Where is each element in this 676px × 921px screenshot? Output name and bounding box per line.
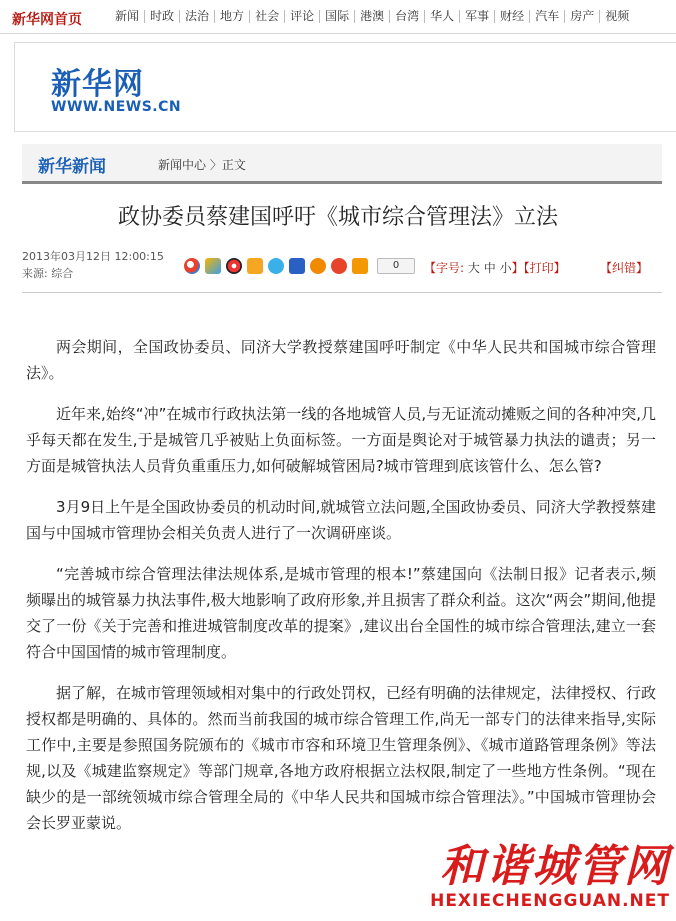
nav-link-taiwan[interactable]: 台湾 [389,10,424,23]
divider [22,292,662,293]
font-size-label: 【字号: [424,261,465,275]
article-tools [424,259,649,276]
report-error-button[interactable]: 【纠错】 [600,261,649,275]
nav-link-auto[interactable]: 汽车 [529,10,564,23]
section-brand[interactable]: 新华新闻 [38,157,106,177]
nav-link-realestate[interactable]: 房产 [564,10,599,23]
paragraph: 3月9日上午是全国政协委员的机动时间,就城管立法问题,全国政协委员、同济大学教授蔡建国与中国城市管理协会相关负责人进行了一次调研座谈。 [26,498,656,542]
site-header [14,42,676,132]
xinhua-home-link[interactable]: 新华网首页 [12,12,82,28]
paragraph: “完善城市综合管理法律法规体系,是城市管理的根本!”蔡建国向《法制日报》记者表示,频频曝出的城管暴力执法事件,极大地影响了政府形象,并且损害了群众利益。这次“两会”期间,他提交了一份《关于完善和推进城管制度改革的提案》,建议出台全国性的城市综合管理法,建立一套符合中国国情的城市管理制度。 [26,565,656,661]
tencent-weibo-icon[interactable] [226,258,242,274]
site-watermark [430,843,670,911]
douban-icon[interactable] [310,258,326,274]
article-title: 政协委员蔡建国呼吁《城市综合管理法》立法 [117,205,558,230]
paragraph: 两会期间，全国政协委员、同济大学教授蔡建国呼吁制定《中华人民共和国城市综合管理法》。 [26,338,656,382]
breadcrumb[interactable]: 新闻中心 〉正文 [158,158,246,172]
nav-link-politics[interactable]: 时政 [144,10,179,23]
baidu-icon[interactable] [289,258,305,274]
publish-datetime: 2013年03月12日 12:00:15 [22,250,164,263]
share-count: 0 [377,258,415,274]
nav-link-international[interactable]: 国际 [319,10,354,23]
watermark-logo: 和谐城管网 [440,841,670,892]
nav-link-military[interactable]: 军事 [459,10,494,23]
nav-link-news[interactable]: 新闻 [115,9,140,23]
article-body [26,334,656,851]
print-button[interactable]: 】【打印】 [511,261,566,275]
nav-link-overseas-chinese[interactable]: 华人 [424,10,459,23]
article-meta [22,248,164,282]
section-header [22,144,662,184]
qzone-icon[interactable] [205,258,221,274]
paragraph: 据了解，在城市管理领域相对集中的行政处罚权，已经有明确的法律规定，法律授权、行政授权都是明确的、具体的。然而当前我国的城市综合管理工作,尚无一部专门的法律来指导,实际工作中,主要是参照国务院颁布的《城市市容和环境卫生管理条例》、《城市道路管理条例》等法规,以及《城建监察规定》等部门规章,各地方政府根据立法权限,制定了一些地方性条例。“现在缺少的是一部统领城市综合管理全局的《中华人民共和国城市综合管理法》。”中国城市管理协会会长罗亚蒙说。 [26,684,657,832]
font-large-button[interactable]: 大 [467,261,480,275]
font-small-button[interactable]: 小 [499,261,512,275]
nav-link-local[interactable]: 地方 [214,10,249,23]
font-medium-button[interactable]: 中 [483,261,496,275]
weibo-icon[interactable] [184,258,200,274]
more-icon[interactable] [352,258,368,274]
watermark-url: HEXIECHENGGUAN.NET [430,891,670,911]
renren-icon[interactable] [247,258,263,274]
channel-links [110,10,634,23]
kaixin-icon[interactable] [268,258,284,274]
nav-link-comment[interactable]: 评论 [284,10,319,23]
paragraph: 近年来,始终“冲”在城市行政执法第一线的各地城管人员,与无证流动摊贩之间的各种冲突,几乎每天都在发生,于是城管几乎被贴上负面标签。一方面是舆论对于城管暴力执法的谴责；另一方面是城管执法人员背负重重压力,如何破解城管困局?城市管理到底该管什么、怎么管? [26,405,656,475]
nav-link-law[interactable]: 法治 [179,10,214,23]
share-bar [184,258,415,274]
nav-link-hk-macau[interactable]: 港澳 [354,10,389,23]
sohu-icon[interactable] [331,258,347,274]
article-source: 来源: 综合 [22,267,74,280]
nav-link-video[interactable]: 视频 [599,10,634,23]
xinhua-url[interactable]: WWW.NEWS.CN [51,99,182,115]
nav-link-society[interactable]: 社会 [249,10,284,23]
nav-link-finance[interactable]: 财经 [494,10,529,23]
top-navigation [0,0,676,34]
xinhua-logo[interactable]: 新华网 [51,67,144,102]
